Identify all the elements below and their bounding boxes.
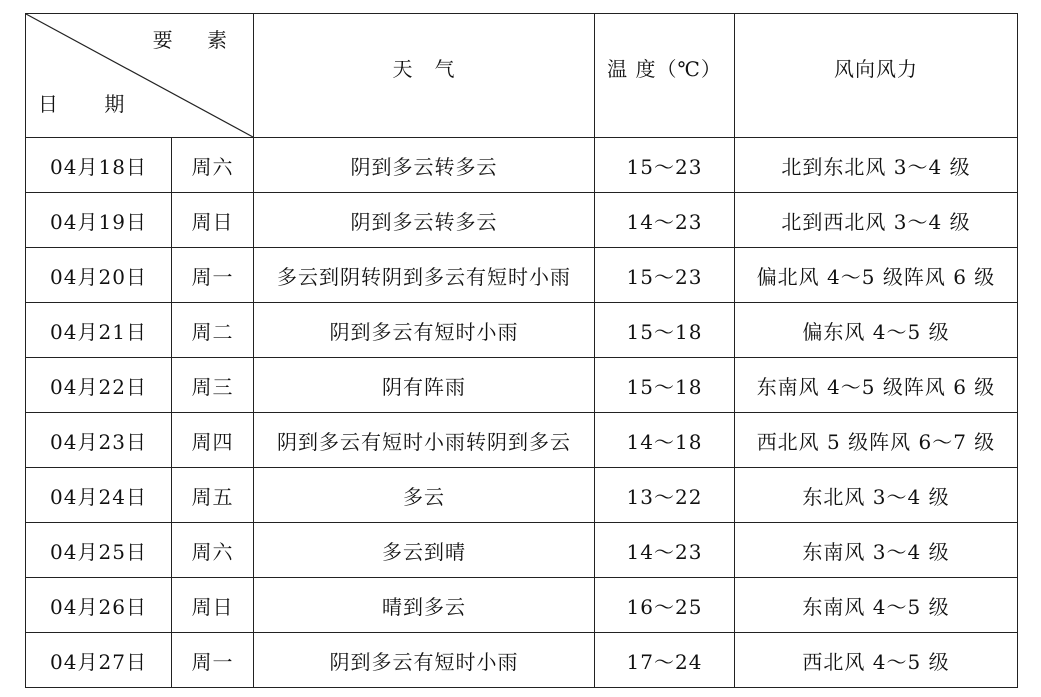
cell-weather: 阴有阵雨 — [254, 358, 595, 413]
cell-weather: 阴到多云有短时小雨转阴到多云 — [254, 413, 595, 468]
table-row — [26, 358, 1018, 413]
cell-wind: 东南风 4～5 级阵风 6 级 — [735, 358, 1018, 413]
cell-wind: 东南风 3～4 级 — [735, 523, 1018, 578]
cell-weekday: 周五 — [172, 468, 254, 523]
table-row — [26, 633, 1018, 688]
cell-weather: 阴到多云有短时小雨 — [254, 303, 595, 358]
cell-weekday: 周一 — [172, 248, 254, 303]
cell-date: 04月18日 — [26, 138, 172, 193]
cell-date: 04月23日 — [26, 413, 172, 468]
cell-wind: 东北风 3～4 级 — [735, 468, 1018, 523]
cell-temperature: 15～23 — [595, 138, 735, 193]
cell-weekday: 周六 — [172, 138, 254, 193]
cell-temperature: 17～24 — [595, 633, 735, 688]
cell-temperature: 15～18 — [595, 358, 735, 413]
table-row — [26, 193, 1018, 248]
corner-header-cell — [26, 14, 254, 138]
cell-date: 04月25日 — [26, 523, 172, 578]
cell-temperature: 13～22 — [595, 468, 735, 523]
cell-date: 04月26日 — [26, 578, 172, 633]
table-row — [26, 303, 1018, 358]
cell-date: 04月24日 — [26, 468, 172, 523]
cell-date: 04月22日 — [26, 358, 172, 413]
corner-label-elements: 要 素 — [152, 28, 241, 52]
cell-weekday: 周四 — [172, 413, 254, 468]
cell-date: 04月20日 — [26, 248, 172, 303]
cell-temperature: 15～23 — [595, 248, 735, 303]
cell-temperature: 14～18 — [595, 413, 735, 468]
weather-forecast-table — [25, 13, 1018, 688]
cell-weekday: 周三 — [172, 358, 254, 413]
cell-wind: 东南风 4～5 级 — [735, 578, 1018, 633]
cell-temperature: 15～18 — [595, 303, 735, 358]
header-weather: 天 气 — [254, 14, 595, 138]
cell-wind: 偏东风 4～5 级 — [735, 303, 1018, 358]
cell-wind: 西北风 5 级阵风 6～7 级 — [735, 413, 1018, 468]
cell-weekday: 周一 — [172, 633, 254, 688]
cell-temperature: 16～25 — [595, 578, 735, 633]
cell-wind: 偏北风 4～5 级阵风 6 级 — [735, 248, 1018, 303]
cell-temperature: 14～23 — [595, 193, 735, 248]
cell-weather: 阴到多云转多云 — [254, 193, 595, 248]
cell-weather: 晴到多云 — [254, 578, 595, 633]
cell-weather: 多云到阴转阴到多云有短时小雨 — [254, 248, 595, 303]
cell-temperature: 14～23 — [595, 523, 735, 578]
cell-weekday: 周日 — [172, 193, 254, 248]
header-temperature: 温 度（℃） — [595, 14, 735, 138]
table-row — [26, 468, 1018, 523]
cell-date: 04月21日 — [26, 303, 172, 358]
cell-date: 04月27日 — [26, 633, 172, 688]
cell-wind: 北到西北风 3～4 级 — [735, 193, 1018, 248]
table-row — [26, 523, 1018, 578]
table-row — [26, 138, 1018, 193]
cell-weekday: 周六 — [172, 523, 254, 578]
cell-weather: 阴到多云有短时小雨 — [254, 633, 595, 688]
table-row — [26, 248, 1018, 303]
cell-wind: 北到东北风 3～4 级 — [735, 138, 1018, 193]
cell-date: 04月19日 — [26, 193, 172, 248]
cell-weekday: 周日 — [172, 578, 254, 633]
cell-weather: 多云到晴 — [254, 523, 595, 578]
header-wind: 风向风力 — [735, 14, 1018, 138]
table-row — [26, 578, 1018, 633]
table-row — [26, 413, 1018, 468]
cell-wind: 西北风 4～5 级 — [735, 633, 1018, 688]
corner-label-date: 日 期 — [38, 92, 145, 116]
cell-weather: 多云 — [254, 468, 595, 523]
cell-weather: 阴到多云转多云 — [254, 138, 595, 193]
cell-weekday: 周二 — [172, 303, 254, 358]
header-row — [26, 14, 1018, 138]
